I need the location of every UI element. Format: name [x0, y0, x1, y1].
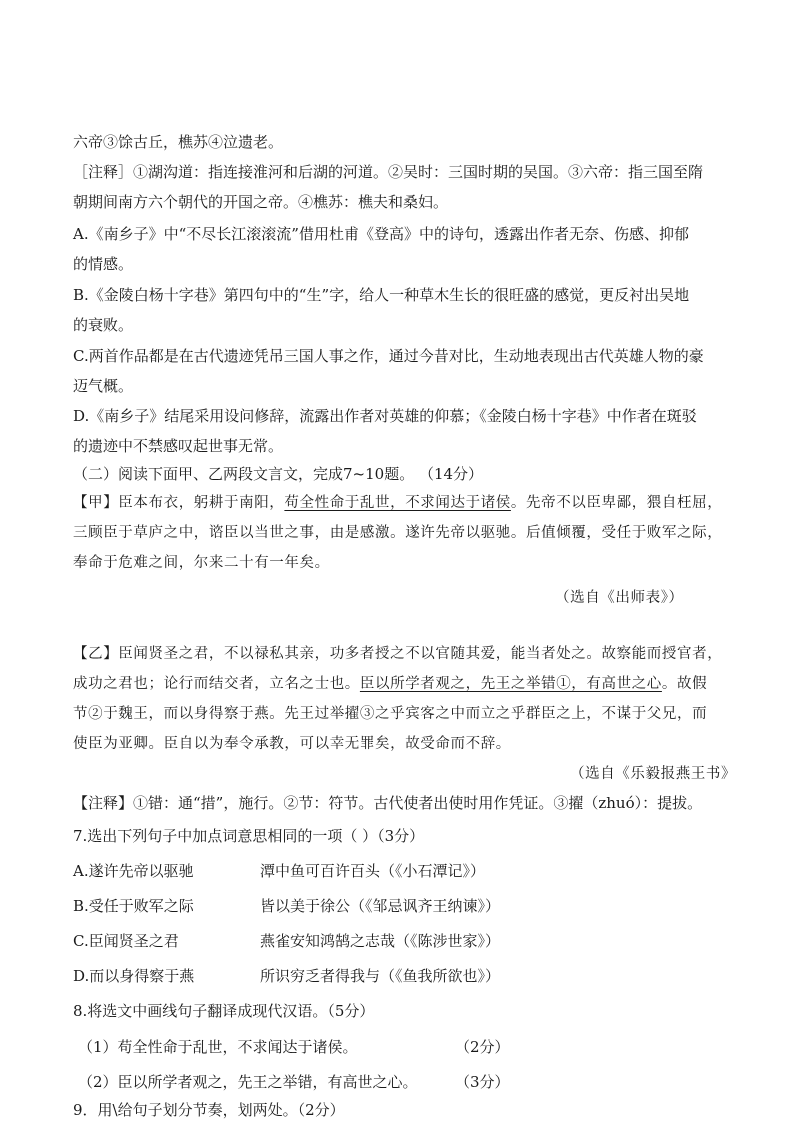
q6-option-d-cont: 的遗迹中不禁感叹起世事无常。 [73, 437, 284, 455]
yi-line-3: 节②于魏王，而以身得察于燕。先王过举擢③之乎宾客之中而立之乎群臣之上，不谋于父兄，而 [73, 706, 708, 722]
q6-option-a-cont: 的情感。 [73, 255, 134, 273]
q7-option-c-left: C.臣闻贤圣之君 [73, 932, 179, 950]
q8-stem: 8.将选文中画线句子翻译成现代汉语。（5分） [73, 1002, 375, 1020]
q7-option-c-right: 燕雀安知鸿鹄之志哉（《陈涉世家》） [260, 932, 501, 950]
q7-option-a-left: A.遂许先帝以驱驰 [73, 862, 194, 880]
jia-line-1-b: 。先帝不以臣卑鄙，猥自枉屈， [510, 495, 723, 511]
jia-underlined-sentence: 苟全性命于乱世，不求闻达于诸侯 [284, 495, 511, 511]
yi-source: （选自《乐毅报燕王书》 [570, 766, 737, 782]
jia-line-1-a: 【甲】臣本布衣，躬耕于南阳， [73, 495, 285, 511]
q8-item-2: （2）臣以所学者观之，先王之举错，有高世之心。 [78, 1073, 418, 1091]
jia-source: （选自《出师表》） [555, 590, 684, 606]
q7-option-b-left: B.受任于败军之际 [73, 897, 194, 915]
yi-underlined-sentence: 臣以所学者观之，先王之举错①，有高世之心 [359, 676, 662, 692]
q7-option-d-right: 所识穷乏者得我与（《鱼我所欲也》） [260, 967, 501, 985]
q7-option-d-left: D.而以身得察于燕 [73, 967, 195, 985]
q6-option-b: B.《金陵白杨十字巷》第四句中的“生”字，给人一种草木生长的很旺盛的感觉，更反衬出吴地 [73, 286, 690, 304]
q7-option-a-right: 潭中鱼可百许百头（《小石潭记》） [260, 862, 486, 880]
q7-option-b-right: 皆以美于徐公（《邹忌讽齐王纳谏》） [260, 897, 501, 915]
yi-line-2 [73, 674, 707, 694]
q8-item-1-score: （2分） [455, 1038, 510, 1056]
poem-notes-line-1: ［注释］①湖沟道：指连接淮河和后湖的河道。②吴时：三国时期的吴国。③六帝：指三国至隋 [73, 163, 704, 181]
q9-stem: 9．用\给句子划分节奏，划两处。（2分） [73, 1101, 345, 1119]
section-2-heading: （二）阅读下面甲、乙两段文言文，完成7~10题。 （14分） [73, 465, 484, 483]
yi-line-1: 【乙】臣闻贤圣之君，不以禄私其亲，功多者授之不以官随其爱，能当者处之。故察能而授官者， [73, 646, 723, 662]
q6-option-c-cont: 迈气概。 [73, 377, 134, 395]
jia-line-3: 奉命于危难之间，尔来二十有一年矣。 [73, 555, 330, 571]
q8-item-2-score: （3分） [455, 1073, 510, 1091]
notes-2: 【注释】①错：通“措”，施行。②节：符节。古代使者出使时用作凭证。③擢（zhuó）：提拔。 [73, 794, 703, 812]
yi-line-2-b: 。故假 [661, 676, 708, 692]
jia-line-2: 三顾臣于草庐之中，谘臣以当世之事，由是感激。遂许先帝以驱驰。后值倾覆，受任于败军之际， [73, 525, 723, 541]
q7-stem: 7.选出下列句子中加点词意思相同的一项（ ）（3分） [73, 827, 425, 845]
q8-item-1: （1）苟全性命于乱世，不求闻达于诸侯。 [78, 1038, 358, 1056]
q6-option-b-cont: 的衰败。 [73, 316, 134, 334]
q6-option-a: A.《南乡子》中“不尽长江滚滚流”借用杜甫《登高》中的诗句，透露出作者无奈、伤感、抑郁 [73, 225, 689, 243]
yi-line-2-a: 成功之君也；论行而结交者，立名之士也。 [73, 676, 360, 692]
jia-line-1 [73, 493, 722, 513]
yi-line-4: 使臣为亚卿。臣自以为奉令承教，可以幸无罪矣，故受命而不辞。 [73, 736, 511, 752]
q6-option-d: D.《南乡子》结尾采用设问修辞，流露出作者对英雄的仰慕；《金陵白杨十字巷》中作者在斑驳 [73, 407, 697, 425]
q6-option-c: C.两首作品都是在古代遗迹凭吊三国人事之作，通过今昔对比，生动地表现出古代英雄人物的豪 [73, 347, 704, 365]
poem-notes-line-2: 朝期间南方六个朝代的开国之帝。④樵苏：樵夫和桑妇。 [73, 193, 449, 211]
poem-tail: 六帝③馀古丘，樵苏④泣遗老。 [73, 133, 284, 151]
